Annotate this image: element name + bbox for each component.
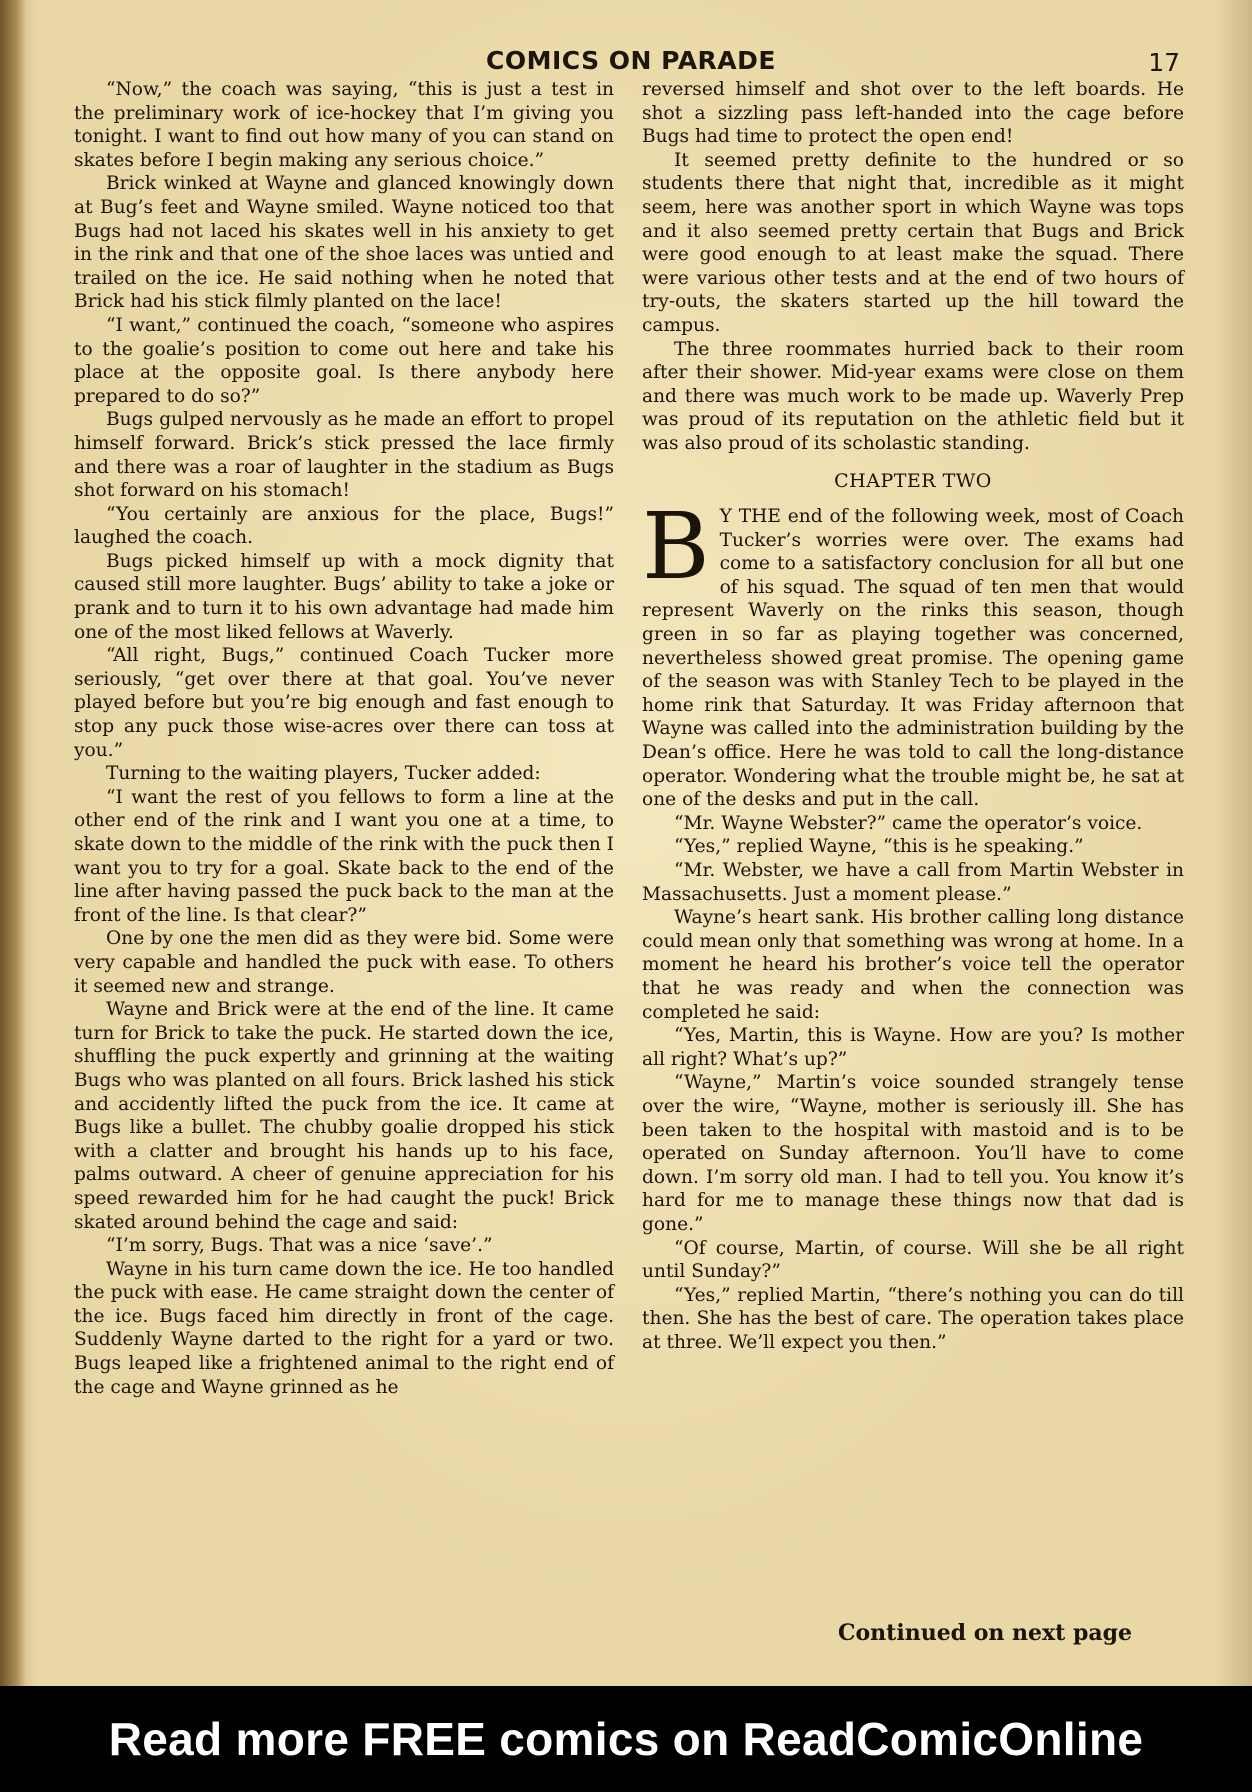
paragraph: It seemed pretty definite to the hundred or so students there that night that, incredible as it might seem, here was another sport in which Wayne was tops and it also seemed pretty certain that Bugs and Brick were good enough to at least make the squad. There were various other tests and at the end of two hours of try-outs, the skaters started up the hill toward the campus. [642, 149, 1184, 336]
page-header [70, 46, 1192, 82]
promo-banner[interactable]: Read more FREE comics on ReadComicOnline [0, 1686, 1252, 1792]
paragraph: “Yes, Martin, this is Wayne. How are you? Is mother all right? What’s up?” [642, 1025, 1184, 1070]
paragraph: Wayne in his turn came down the ice. He too handled the puck with ease. He came straight down the center of the ice. Bugs faced him directly in front of the cage. Suddenly Wayne darted to the right for a yard or two. Bugs leaped like a frightened animal to the right end of the cage and Wayne grinned as he [74, 1258, 614, 1398]
paragraph: “I want,” continued the coach, “someone who aspires to the goalie’s position to come out here and take his place at the opposite goal. Is there anybody here prepared to do so?” [74, 314, 614, 407]
text-column-right [642, 78, 1184, 1636]
paragraph: reversed himself and shot over to the left boards. He shot a sizzling pass left-handed into the cage before Bugs had time to protect the open end! [642, 79, 1184, 148]
paragraph: “Now,” the coach was saying, “this is just a test in the preliminary work of ice-hockey that I’m giving you tonight. I want to find out how many of you can stand on skates before I begin making any serious choice.” [74, 79, 614, 171]
paragraph: “Wayne,” Martin’s voice sounded strangely tense over the wire, “Wayne, mother is seriously ill. She has been taken to the hospital with mastoid and is to be operated on Sunday afternoon. You’ll have to come down. I’m sorry old man. I had to tell you. You know it’s hard for me to manage these things now that dad is gone.” [642, 1072, 1184, 1235]
paragraph: “Yes,” replied Wayne, “this is he speaking.” [674, 836, 1084, 858]
paragraph: “Yes,” replied Martin, “there’s nothing you can do till then. She has the best of care. The operation takes place at three. We’ll expect you then.” [642, 1284, 1184, 1353]
paragraph: Bugs gulped nervously as he made an effort to propel himself forward. Brick’s stick pressed the lace firmly and there was a roar of laughter in the stadium as Bugs shot forward on his stomach! [74, 409, 614, 502]
paragraph: Turning to the waiting players, Tucker added: [106, 763, 541, 785]
paragraph: Brick winked at Wayne and glanced knowingly down at Bug’s feet and Wayne smiled. Wayne noticed too that Bugs had not laced his skates well in his anxiety to get in the rink and that one of the shoe laces was untied and trailed on the ice. He said nothing when he noted that Brick had his stick filmly planted on the lace! [74, 173, 614, 313]
page-spine-shadow [0, 0, 26, 1686]
paragraph: “All right, Bugs,” continued Coach Tucker more seriously, “get over there at that goal. You’ve never played before but you’re big enough and fast enough to stop any puck those wise-acres over there can toss at you.” [74, 645, 614, 761]
page-number: 17 [1148, 48, 1180, 77]
paragraph: Wayne’s heart sank. His brother calling long distance could mean only that something was wrong at home. In a moment he heard his brother’s voice tell the operator that he was ready and when the connection was completed he said: [642, 907, 1184, 1023]
paragraph: “Of course, Martin, of course. Will she be all right until Sunday?” [642, 1237, 1184, 1283]
chapter-opening-paragraph [642, 493, 1184, 812]
paragraph: “You certainly are anxious for the place, Bugs!” laughed the coach. [74, 503, 614, 549]
chapter-heading: CHAPTER TWO [834, 469, 992, 492]
paragraph: “I’m sorry, Bugs. That was a nice ‘save’.” [106, 1235, 493, 1257]
paragraph: “I want the rest of you fellows to form a line at the other end of the rink and I want you one at a time, to skate down to the middle of the rink with the puck then I want you to try for a goal. Skate back to the end of the line after having passed the puck back to the man at the front of the line. Is that clear?” [74, 786, 614, 926]
drop-cap: B [642, 493, 710, 601]
text-column-left [74, 78, 614, 1636]
continued-notice: Continued on next page [838, 1620, 1133, 1646]
paragraph: The three roommates hurried back to their room after their shower. Mid-year exams were close on them and there was much work to be made up. Waverly Prep was proud of its reputation on the athletic field but it was also proud of its scholastic standing. [642, 338, 1184, 454]
paragraph: “Mr. Webster, we have a call from Martin Webster in Massachusetts. Just a moment please.” [642, 860, 1184, 905]
paragraph: Bugs picked himself up with a mock dignity that caused still more laughter. Bugs’ ability to take a joke or prank and to turn it to his own advantage had made him one of the most liked fellows at Waverly. [74, 550, 614, 643]
paragraph: “Mr. Wayne Webster?” came the operator’s voice. [674, 812, 1143, 834]
magazine-title: COMICS ON PARADE [486, 46, 776, 75]
chapter-opening-text: Y THE end of the following week, most of Coach Tucker’s worries were over. The exams had come to a satisfactory conclusion for all but one of his squad. The squad of ten men that would represent Waverly on the rinks this season, though green in so far as playing together was concerned, nevertheless showed great promise. The opening game of the season was with Stanley Tech to be played in the home rink that Saturday. It was Friday afternoon that Wayne was called into the administration building by the Dean’s office. Here he was told to call the long-distance operator. Wondering what the trouble might be, he sat at one of the desks and put in the call. [642, 506, 1184, 811]
paragraph: Wayne and Brick were at the end of the line. It came turn for Brick to take the puck. He started down the ice, shuffling the puck expertly and grinning at the waiting Bugs who was planted on all fours. Brick lashed his stick and accidently lifted the puck from the ice. It came at Bugs like a bullet. The chubby goalie dropped his stick with a clatter and brought his hands up to his face, palms outward. A cheer of genuine appreciation for his speed rewarded him for he had caught the puck! Brick skated around behind the cage and said: [74, 999, 614, 1233]
paragraph: One by one the men did as they were bid. Some were very capable and handled the puck with ease. To others it seemed new and strange. [74, 928, 614, 997]
